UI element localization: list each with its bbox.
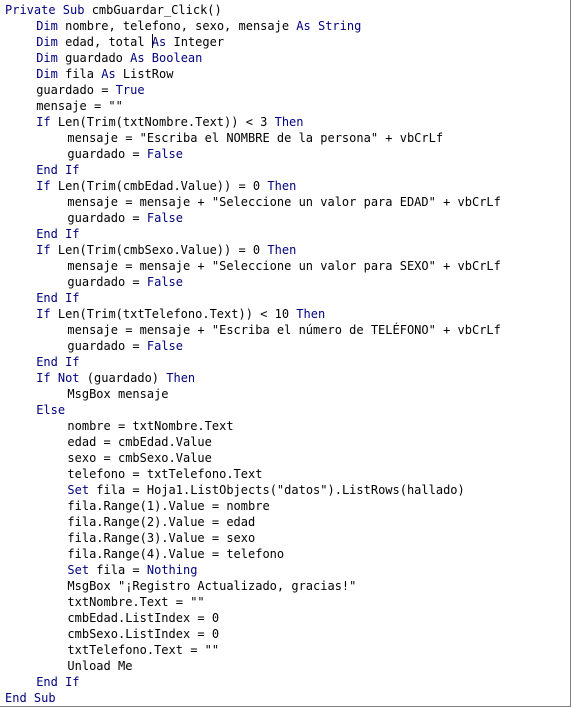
code-token: Len(Trim(txtNombre.Text)) < 3 [50,115,275,129]
code-keyword: False [146,275,183,289]
code-token: txtNombre.Text = "" [67,595,205,609]
code-token: mensaje = mensaje + "Seleccione un valor para SEXO" + vbCrLf [67,259,501,273]
code-token: cmbEdad.ListIndex = 0 [67,611,220,625]
code-token: guardado = [67,147,147,161]
code-line[interactable] [5,258,501,274]
code-token: cmbGuardar_Click() [84,3,222,17]
code-token: mensaje = mensaje + "Seleccione un valor para EDAD" + vbCrLf [67,195,501,209]
code-token: fila.Range(1).Value = nombre [67,499,270,513]
code-token: Unload Me [67,659,133,673]
code-line[interactable] [5,594,501,610]
code-line[interactable] [5,642,501,658]
code-token: MsgBox mensaje [67,387,169,401]
code-line[interactable] [5,194,501,210]
code-keyword: If [36,179,51,193]
code-keyword: If [36,243,51,257]
code-line[interactable] [5,98,501,114]
code-keyword: End If [36,291,80,305]
code-keyword: End If [36,355,80,369]
code-line[interactable] [5,290,501,306]
code-keyword: Set [67,483,90,497]
code-keyword: As String [296,19,362,33]
code-keyword: Set [67,563,90,577]
code-token: guardado = [67,211,147,225]
code-keyword: Dim [36,35,58,49]
code-line[interactable] [5,130,501,146]
code-line[interactable] [5,466,501,482]
code-keyword: False [146,211,183,225]
code-line[interactable] [5,562,501,578]
code-token: (guardado) [79,371,167,385]
code-token: Len(Trim(txtTelefono.Text)) < 10 [50,307,297,321]
code-line[interactable] [5,514,501,530]
code-keyword: Dim [36,67,58,81]
code-line[interactable] [5,274,501,290]
code-token: Integer [166,35,225,49]
code-token: telefono = txtTelefono.Text [67,467,263,481]
code-line[interactable] [5,418,501,434]
code-token: guardado [57,51,131,65]
code-token: fila.Range(3).Value = sexo [67,531,256,545]
code-token: fila [57,67,102,81]
code-line[interactable] [5,450,501,466]
code-line[interactable] [5,114,501,130]
code-keyword: If [36,115,51,129]
code-keyword: Then [166,371,196,385]
code-keyword: End Sub [5,691,56,705]
code-line[interactable] [5,354,501,370]
code-keyword: Dim [36,19,58,33]
code-line[interactable] [5,482,501,498]
code-line[interactable] [5,386,501,402]
code-keyword: As [101,67,116,81]
code-keyword: Dim [36,51,58,65]
code-keyword: If Not [36,371,80,385]
code-token: MsgBox "¡Registro Actualizado, gracias!" [67,579,357,593]
code-token: mensaje = "" [36,99,123,113]
code-token: fila.Range(2).Value = edad [67,515,256,529]
code-line[interactable] [5,338,501,354]
code-line[interactable] [5,546,501,562]
code-line[interactable] [5,434,501,450]
code-keyword: Then [296,307,326,321]
code-line[interactable] [5,530,501,546]
code-token: txtTelefono.Text = "" [67,643,220,657]
code-token: nombre, telefono, sexo, mensaje [57,19,297,33]
code-keyword: Then [267,243,297,257]
code-token: ListRow [115,67,174,81]
code-line[interactable] [5,210,501,226]
code-keyword: Private Sub [5,3,85,17]
code-keyword: Then [267,179,297,193]
code-keyword: Then [274,115,304,129]
code-keyword: False [146,147,183,161]
code-line[interactable] [5,674,501,690]
code-token: edad, total [57,35,152,49]
code-line[interactable] [5,658,501,674]
code-line[interactable] [5,498,501,514]
code-token: fila.Range(4).Value = telefono [67,547,285,561]
code-token: mensaje = mensaje + "Escriba el número de TELÉFONO" + vbCrLf [67,323,501,337]
code-line[interactable] [5,690,501,706]
code-line[interactable] [5,82,501,98]
code-line[interactable] [5,2,501,18]
code-keyword: Nothing [146,563,198,577]
code-line[interactable] [5,306,501,322]
code-keyword: True [115,83,145,97]
code-keyword: As [151,35,167,49]
code-keyword: End If [36,227,80,241]
code-area[interactable] [5,2,501,706]
code-line[interactable] [5,610,501,626]
code-keyword: End If [36,163,80,177]
code-line[interactable] [5,370,501,386]
code-token: cmbSexo.ListIndex = 0 [67,627,220,641]
code-token: guardado = [67,339,147,353]
code-token: guardado = [67,275,147,289]
code-token: edad = cmbEdad.Value [67,435,212,449]
code-line[interactable] [5,146,501,162]
code-token: Len(Trim(cmbSexo.Value)) = 0 [50,243,268,257]
code-keyword: If [36,307,51,321]
code-keyword: Else [36,403,66,417]
code-line[interactable] [5,18,501,34]
code-keyword: False [146,339,183,353]
code-line[interactable] [5,242,501,258]
code-keyword: As Boolean [130,51,203,65]
code-keyword: End If [36,675,80,689]
code-line[interactable] [5,226,501,242]
code-token: guardado = [36,83,116,97]
code-line[interactable] [5,578,501,594]
code-line[interactable] [5,322,501,338]
code-line[interactable] [5,178,501,194]
code-token: fila = Hoja1.ListObjects("datos").ListRows(hallado) [89,483,465,497]
code-token: mensaje = "Escriba el NOMBRE de la persona" + vbCrLf [67,131,444,145]
code-token: nombre = txtNombre.Text [67,419,234,433]
code-line[interactable] [5,402,501,418]
code-line[interactable] [5,34,501,50]
code-token: sexo = cmbSexo.Value [67,451,212,465]
code-line[interactable] [5,66,501,82]
code-line[interactable] [5,162,501,178]
code-token: fila = [89,563,147,577]
code-line[interactable] [5,50,501,66]
code-token: Len(Trim(cmbEdad.Value)) = 0 [50,179,268,193]
code-line[interactable] [5,626,501,642]
